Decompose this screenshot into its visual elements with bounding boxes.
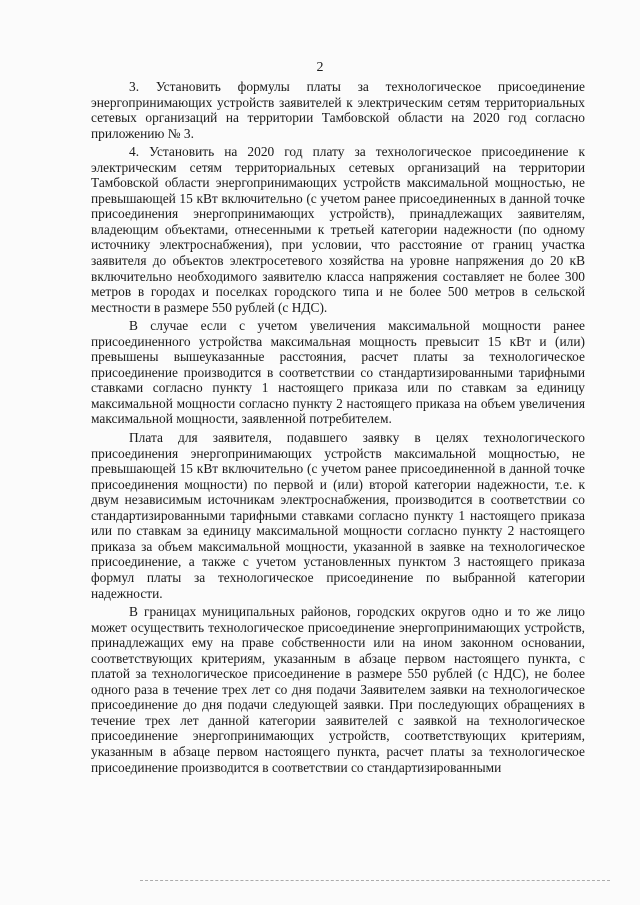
paragraph-reliability-category: Плата для заявителя, подавшего заявку в целях технологического присоединения энергопринимающих устройств максимальной мощностью, не превышающей 15 кВт включительно (с учетом ранее присоединенной в данной точке присоединения мощности) по первой и (или) второй категории надежности, т.е. к двум независимым источникам электроснабжения, производится в соответствии со стандартизированными тарифными ставками согласно пункту 1 настоящего приказа или по ставкам за единицу максимальной мощности согласно пункту 2 настоящего приказа за объем максимальной мощности, указанной в заявке на технологическое присоединение, а также с учетом установленных пунктом 3 настоящего приказа формул платы за технологическое присоединение по выбранной категории надежности.: [91, 430, 585, 601]
paragraph-item-4: 4. Установить на 2020 год плату за технологическое присоединение к электрическим сетям территориальных сетевых организаций на территории Тамбовской области энергопринимающих устройств максимальной мощностью, не превышающей 15 кВт включительно (с учетом ранее присоединенных в данной точке присоединения энергопринимающих устройств), принадлежащих заявителям, владеющим объектами, отнесенными к третьей категории надежности (по одному источнику электроснабжения), при условии, что расстояние от границ участка заявителя до объектов электросетевого хозяйства на уровне напряжения до 20 кВ включительно необходимого заявителю класса напряжения составляет не более 300 метров в городах и поселках городского типа и не более 500 метров в сельской местности в размере 550 рублей (с НДС).: [91, 144, 585, 315]
page-number: 2: [316, 60, 324, 75]
paragraph-municipal-limits: В границах муниципальных районов, городских округов одно и то же лицо может осуществить технологическое присоединение энергопринимающих устройств, принадлежащих ему на праве собственности или на ином законном основании, соответствующих критериям, указанным в абзаце первом настоящего пункта, с платой за технологическое присоединение в размере 550 рублей (с НДС), не более одного раза в течение трех лет со дня подачи Заявителем заявки на технологическое присоединение до дня подачи следующей заявки. При последующих обращениях в течение трех лет данной категории заявителей с заявкой на технологическое присоединение энергопринимающих устройств, соответствующих критериям, указанным в абзаце первом настоящего пункта, расчет платы за технологическое присоединение производится в соответствии со стандартизированными: [91, 604, 585, 775]
document-body: [91, 79, 585, 777]
scan-artifact-line: [140, 880, 610, 883]
paragraph-item-3: 3. Установить формулы платы за технологическое присоединение энергопринимающих устройств заявителей к электрическим сетям территориальных сетевых организаций на территории Тамбовской области на 2020 год согласно приложению № 3.: [91, 79, 585, 141]
paragraph-capacity-increase: В случае если с учетом увеличения максимальной мощности ранее присоединенного устройства максимальная мощность превысит 15 кВт и (или) превышены вышеуказанные расстояния, расчет платы за технологическое присоединение производится в соответствии со стандартизированными тарифными ставками согласно пункту 1 настоящего приказа или по ставкам за единицу максимальной мощности согласно пункту 2 настоящего приказа на объем увеличения максимальной мощности, заявленной потребителем.: [91, 318, 585, 427]
